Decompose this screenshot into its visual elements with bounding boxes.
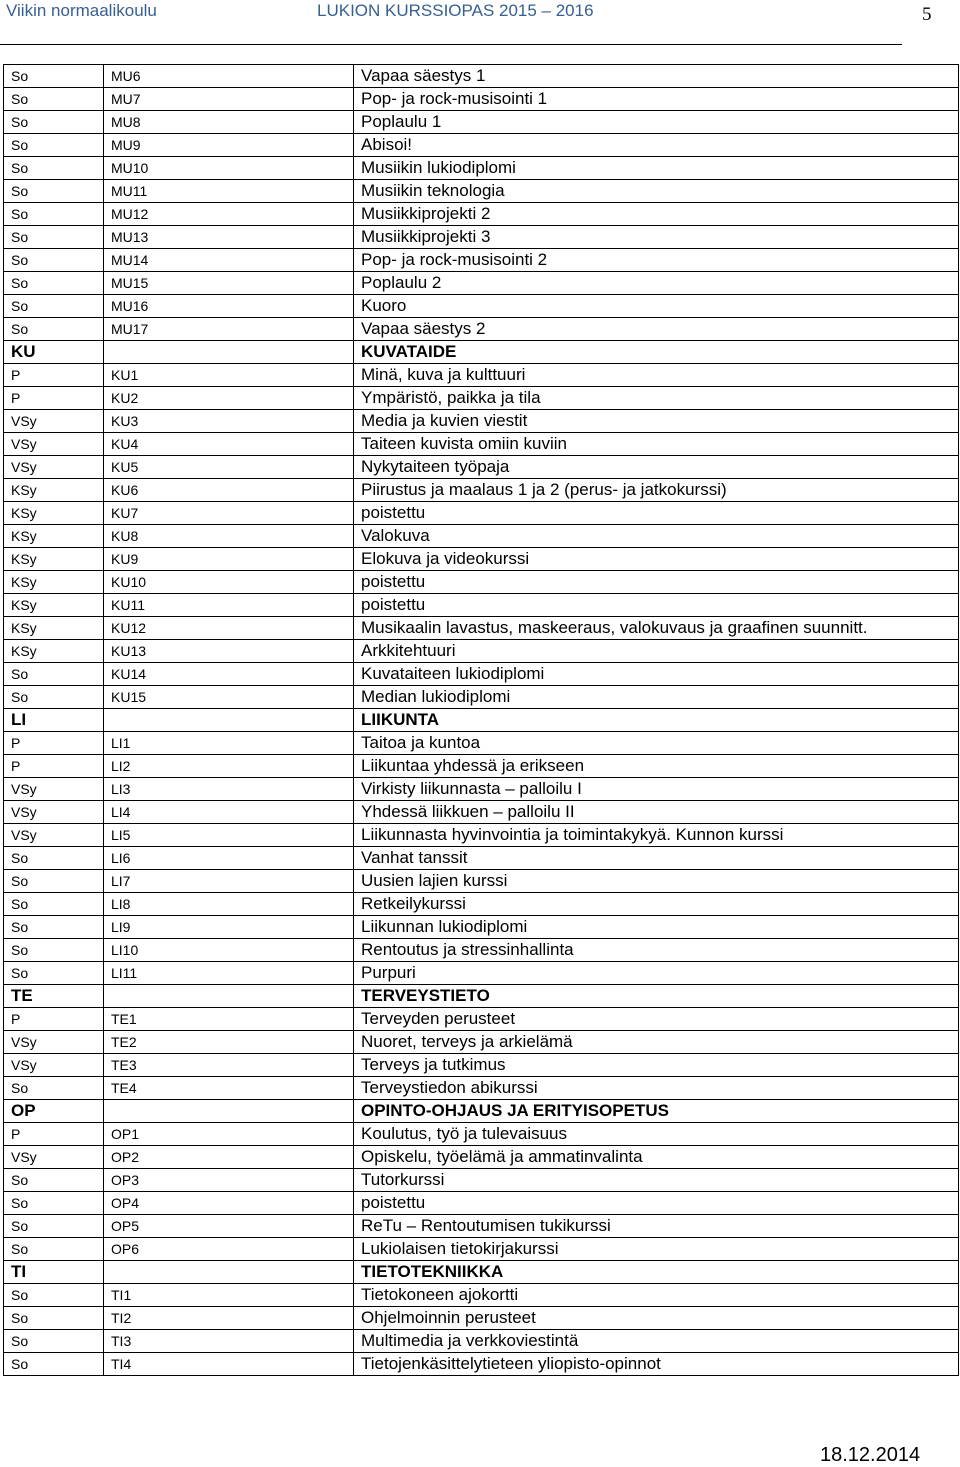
course-type-cell: P	[4, 1008, 104, 1031]
table-row	[4, 88, 959, 111]
course-type-cell: So	[4, 1307, 104, 1330]
table-row	[4, 1284, 959, 1307]
table-row	[4, 433, 959, 456]
section-row	[4, 709, 959, 732]
course-code-cell: KU15	[104, 686, 354, 709]
table-row	[4, 778, 959, 801]
table-row	[4, 1008, 959, 1031]
page-number: 5	[922, 4, 932, 25]
course-type-cell: So	[4, 318, 104, 341]
course-name-cell: Liikunnan lukiodiplomi	[354, 916, 959, 939]
course-table-body	[4, 65, 959, 1376]
course-code-cell: LI1	[104, 732, 354, 755]
course-type-cell: So	[4, 157, 104, 180]
course-name-cell: Abisoi!	[354, 134, 959, 157]
course-type-cell: VSy	[4, 1031, 104, 1054]
course-type-cell: So	[4, 663, 104, 686]
course-name-cell: LIIKUNTA	[354, 709, 959, 732]
course-type-cell: KSy	[4, 525, 104, 548]
course-type-cell: KSy	[4, 640, 104, 663]
course-code-cell: KU4	[104, 433, 354, 456]
table-row	[4, 1353, 959, 1376]
table-row	[4, 893, 959, 916]
course-name-cell: Koulutus, työ ja tulevaisuus	[354, 1123, 959, 1146]
course-code-cell: MU7	[104, 88, 354, 111]
course-type-cell: So	[4, 1192, 104, 1215]
section-row	[4, 1261, 959, 1284]
course-type-cell: TE	[4, 985, 104, 1008]
course-name-cell: Pop- ja rock-musisointi 1	[354, 88, 959, 111]
course-code-cell: LI2	[104, 755, 354, 778]
course-code-cell	[104, 341, 354, 364]
course-code-cell: KU8	[104, 525, 354, 548]
course-code-cell: OP4	[104, 1192, 354, 1215]
table-row	[4, 617, 959, 640]
course-type-cell: VSy	[4, 456, 104, 479]
course-type-cell: So	[4, 65, 104, 88]
course-name-cell: Ohjelmoinnin perusteet	[354, 1307, 959, 1330]
course-table	[3, 64, 959, 1376]
course-code-cell: LI6	[104, 847, 354, 870]
course-code-cell	[104, 709, 354, 732]
course-code-cell: MU14	[104, 249, 354, 272]
course-type-cell: So	[4, 847, 104, 870]
course-code-cell: MU12	[104, 203, 354, 226]
table-row	[4, 272, 959, 295]
course-code-cell: KU1	[104, 364, 354, 387]
course-name-cell: Tietokoneen ajokortti	[354, 1284, 959, 1307]
course-name-cell: Taiteen kuvista omiin kuviin	[354, 433, 959, 456]
table-row	[4, 249, 959, 272]
course-code-cell: LI3	[104, 778, 354, 801]
course-code-cell	[104, 1261, 354, 1284]
course-type-cell: VSy	[4, 410, 104, 433]
course-name-cell: Valokuva	[354, 525, 959, 548]
course-name-cell: Nykytaiteen työpaja	[354, 456, 959, 479]
course-code-cell	[104, 985, 354, 1008]
table-row	[4, 686, 959, 709]
course-type-cell: So	[4, 88, 104, 111]
course-name-cell: Terveyden perusteet	[354, 1008, 959, 1031]
course-code-cell: TE4	[104, 1077, 354, 1100]
course-code-cell: MU16	[104, 295, 354, 318]
course-type-cell: P	[4, 387, 104, 410]
course-code-cell: KU6	[104, 479, 354, 502]
table-row	[4, 824, 959, 847]
course-type-cell: OP	[4, 1100, 104, 1123]
course-name-cell: poistettu	[354, 502, 959, 525]
table-row	[4, 479, 959, 502]
course-name-cell: Vapaa säestys 1	[354, 65, 959, 88]
guide-title: LUKION KURSSIOPAS 2015 – 2016	[317, 1, 594, 20]
course-type-cell: So	[4, 226, 104, 249]
course-name-cell: Poplaulu 1	[354, 111, 959, 134]
course-type-cell: P	[4, 755, 104, 778]
course-name-cell: Nuoret, terveys ja arkielämä	[354, 1031, 959, 1054]
table-row	[4, 755, 959, 778]
course-type-cell: So	[4, 870, 104, 893]
course-code-cell: KU7	[104, 502, 354, 525]
page-header	[0, 0, 960, 34]
course-type-cell: So	[4, 686, 104, 709]
course-code-cell: KU11	[104, 594, 354, 617]
school-name: Viikin normaalikoulu	[6, 1, 157, 20]
table-row	[4, 962, 959, 985]
section-row	[4, 985, 959, 1008]
table-row	[4, 801, 959, 824]
header-rule	[0, 44, 902, 45]
course-name-cell: Ympäristö, paikka ja tila	[354, 387, 959, 410]
course-code-cell: LI8	[104, 893, 354, 916]
course-code-cell: KU10	[104, 571, 354, 594]
course-name-cell: Median lukiodiplomi	[354, 686, 959, 709]
table-row	[4, 1307, 959, 1330]
course-code-cell: TI4	[104, 1353, 354, 1376]
course-name-cell: Musikaalin lavastus, maskeeraus, valokuvaus ja graafinen suunnitt.	[354, 617, 959, 640]
course-name-cell: poistettu	[354, 571, 959, 594]
course-code-cell: KU2	[104, 387, 354, 410]
course-code-cell: TI1	[104, 1284, 354, 1307]
table-row	[4, 226, 959, 249]
course-type-cell: P	[4, 364, 104, 387]
course-code-cell: OP6	[104, 1238, 354, 1261]
course-type-cell: So	[4, 962, 104, 985]
course-code-cell: TI2	[104, 1307, 354, 1330]
course-name-cell: Taitoa ja kuntoa	[354, 732, 959, 755]
course-code-cell: LI9	[104, 916, 354, 939]
table-row	[4, 1192, 959, 1215]
table-row	[4, 1031, 959, 1054]
course-code-cell: LI7	[104, 870, 354, 893]
course-type-cell: So	[4, 1077, 104, 1100]
course-name-cell: Minä, kuva ja kulttuuri	[354, 364, 959, 387]
course-name-cell: Liikunnasta hyvinvointia ja toimintakykyä. Kunnon kurssi	[354, 824, 959, 847]
table-row	[4, 157, 959, 180]
course-code-cell: OP1	[104, 1123, 354, 1146]
course-type-cell: So	[4, 1353, 104, 1376]
course-name-cell: Rentoutus ja stressinhallinta	[354, 939, 959, 962]
table-row	[4, 502, 959, 525]
table-row	[4, 870, 959, 893]
course-name-cell: Media ja kuvien viestit	[354, 410, 959, 433]
course-name-cell: Kuvataiteen lukiodiplomi	[354, 663, 959, 686]
course-name-cell: Lukiolaisen tietokirjakurssi	[354, 1238, 959, 1261]
course-type-cell: So	[4, 893, 104, 916]
course-code-cell: MU15	[104, 272, 354, 295]
course-type-cell: VSy	[4, 778, 104, 801]
table-row	[4, 364, 959, 387]
table-row	[4, 180, 959, 203]
course-name-cell: TIETOTEKNIIKKA	[354, 1261, 959, 1284]
course-type-cell: KSy	[4, 502, 104, 525]
table-row	[4, 387, 959, 410]
course-type-cell: VSy	[4, 801, 104, 824]
course-code-cell: KU5	[104, 456, 354, 479]
table-row	[4, 525, 959, 548]
course-code-cell: LI10	[104, 939, 354, 962]
table-row	[4, 939, 959, 962]
course-type-cell: LI	[4, 709, 104, 732]
course-code-cell	[104, 1100, 354, 1123]
course-type-cell: VSy	[4, 433, 104, 456]
course-type-cell: So	[4, 134, 104, 157]
table-row	[4, 203, 959, 226]
course-name-cell: Poplaulu 2	[354, 272, 959, 295]
course-code-cell: MU11	[104, 180, 354, 203]
course-type-cell: KSy	[4, 617, 104, 640]
table-row	[4, 134, 959, 157]
course-code-cell: TE2	[104, 1031, 354, 1054]
table-row	[4, 1054, 959, 1077]
table-row	[4, 65, 959, 88]
course-type-cell: So	[4, 1284, 104, 1307]
course-code-cell: MU13	[104, 226, 354, 249]
course-name-cell: Musiikkiprojekti 2	[354, 203, 959, 226]
course-code-cell: MU9	[104, 134, 354, 157]
course-code-cell: LI4	[104, 801, 354, 824]
course-type-cell: So	[4, 1169, 104, 1192]
table-row	[4, 1169, 959, 1192]
course-name-cell: Uusien lajien kurssi	[354, 870, 959, 893]
course-code-cell: OP5	[104, 1215, 354, 1238]
course-type-cell: KSy	[4, 479, 104, 502]
section-row	[4, 341, 959, 364]
course-name-cell: TERVEYSTIETO	[354, 985, 959, 1008]
table-row	[4, 1215, 959, 1238]
course-type-cell: So	[4, 1330, 104, 1353]
course-code-cell: MU8	[104, 111, 354, 134]
course-name-cell: Piirustus ja maalaus 1 ja 2 (perus- ja jatkokurssi)	[354, 479, 959, 502]
course-type-cell: KSy	[4, 594, 104, 617]
course-name-cell: poistettu	[354, 1192, 959, 1215]
course-name-cell: Terveys ja tutkimus	[354, 1054, 959, 1077]
course-code-cell: TE3	[104, 1054, 354, 1077]
course-type-cell: So	[4, 180, 104, 203]
course-type-cell: P	[4, 732, 104, 755]
course-type-cell: KSy	[4, 571, 104, 594]
table-row	[4, 1146, 959, 1169]
course-name-cell: Vanhat tanssit	[354, 847, 959, 870]
table-row	[4, 111, 959, 134]
course-code-cell: KU13	[104, 640, 354, 663]
course-type-cell: VSy	[4, 824, 104, 847]
course-type-cell: So	[4, 939, 104, 962]
table-row	[4, 318, 959, 341]
course-name-cell: Musiikin teknologia	[354, 180, 959, 203]
course-name-cell: Multimedia ja verkkoviestintä	[354, 1330, 959, 1353]
table-row	[4, 663, 959, 686]
course-type-cell: So	[4, 111, 104, 134]
course-code-cell: OP2	[104, 1146, 354, 1169]
course-name-cell: Terveystiedon abikurssi	[354, 1077, 959, 1100]
course-type-cell: KSy	[4, 548, 104, 571]
course-name-cell: Liikuntaa yhdessä ja erikseen	[354, 755, 959, 778]
table-row	[4, 1238, 959, 1261]
course-type-cell: So	[4, 916, 104, 939]
course-name-cell: Musiikkiprojekti 3	[354, 226, 959, 249]
course-type-cell: So	[4, 249, 104, 272]
course-code-cell: KU12	[104, 617, 354, 640]
course-code-cell: LI5	[104, 824, 354, 847]
course-name-cell: Elokuva ja videokurssi	[354, 548, 959, 571]
course-code-cell: TE1	[104, 1008, 354, 1031]
course-name-cell: Musiikin lukiodiplomi	[354, 157, 959, 180]
course-type-cell: So	[4, 272, 104, 295]
course-name-cell: Purpuri	[354, 962, 959, 985]
course-code-cell: LI11	[104, 962, 354, 985]
course-name-cell: poistettu	[354, 594, 959, 617]
table-row	[4, 847, 959, 870]
course-type-cell: So	[4, 1238, 104, 1261]
table-row	[4, 571, 959, 594]
course-code-cell: KU9	[104, 548, 354, 571]
course-name-cell: Tutorkurssi	[354, 1169, 959, 1192]
course-type-cell: TI	[4, 1261, 104, 1284]
table-row	[4, 640, 959, 663]
course-name-cell: ReTu – Rentoutumisen tukikurssi	[354, 1215, 959, 1238]
course-name-cell: Kuoro	[354, 295, 959, 318]
table-row	[4, 456, 959, 479]
footer-date: 18.12.2014	[820, 1444, 921, 1466]
course-type-cell: KU	[4, 341, 104, 364]
table-row	[4, 732, 959, 755]
table-row	[4, 548, 959, 571]
course-code-cell: KU3	[104, 410, 354, 433]
table-row	[4, 594, 959, 617]
course-name-cell: Virkisty liikunnasta – palloilu I	[354, 778, 959, 801]
course-type-cell: P	[4, 1123, 104, 1146]
course-code-cell: MU10	[104, 157, 354, 180]
course-name-cell: Opiskelu, työelämä ja ammatinvalinta	[354, 1146, 959, 1169]
table-row	[4, 410, 959, 433]
course-name-cell: Yhdessä liikkuen – palloilu II	[354, 801, 959, 824]
course-code-cell: KU14	[104, 663, 354, 686]
table-row	[4, 295, 959, 318]
table-row	[4, 916, 959, 939]
table-row	[4, 1123, 959, 1146]
course-name-cell: Pop- ja rock-musisointi 2	[354, 249, 959, 272]
course-name-cell: KUVATAIDE	[354, 341, 959, 364]
course-name-cell: Tietojenkäsittelytieteen yliopisto-opinnot	[354, 1353, 959, 1376]
course-type-cell: So	[4, 1215, 104, 1238]
table-row	[4, 1330, 959, 1353]
course-code-cell: MU6	[104, 65, 354, 88]
course-code-cell: TI3	[104, 1330, 354, 1353]
course-name-cell: Vapaa säestys 2	[354, 318, 959, 341]
course-name-cell: Retkeilykurssi	[354, 893, 959, 916]
course-type-cell: VSy	[4, 1146, 104, 1169]
course-code-cell: MU17	[104, 318, 354, 341]
course-type-cell: So	[4, 203, 104, 226]
course-name-cell: OPINTO-OHJAUS JA ERITYISOPETUS	[354, 1100, 959, 1123]
course-type-cell: VSy	[4, 1054, 104, 1077]
course-code-cell: OP3	[104, 1169, 354, 1192]
section-row	[4, 1100, 959, 1123]
course-type-cell: So	[4, 295, 104, 318]
course-name-cell: Arkkitehtuuri	[354, 640, 959, 663]
table-row	[4, 1077, 959, 1100]
